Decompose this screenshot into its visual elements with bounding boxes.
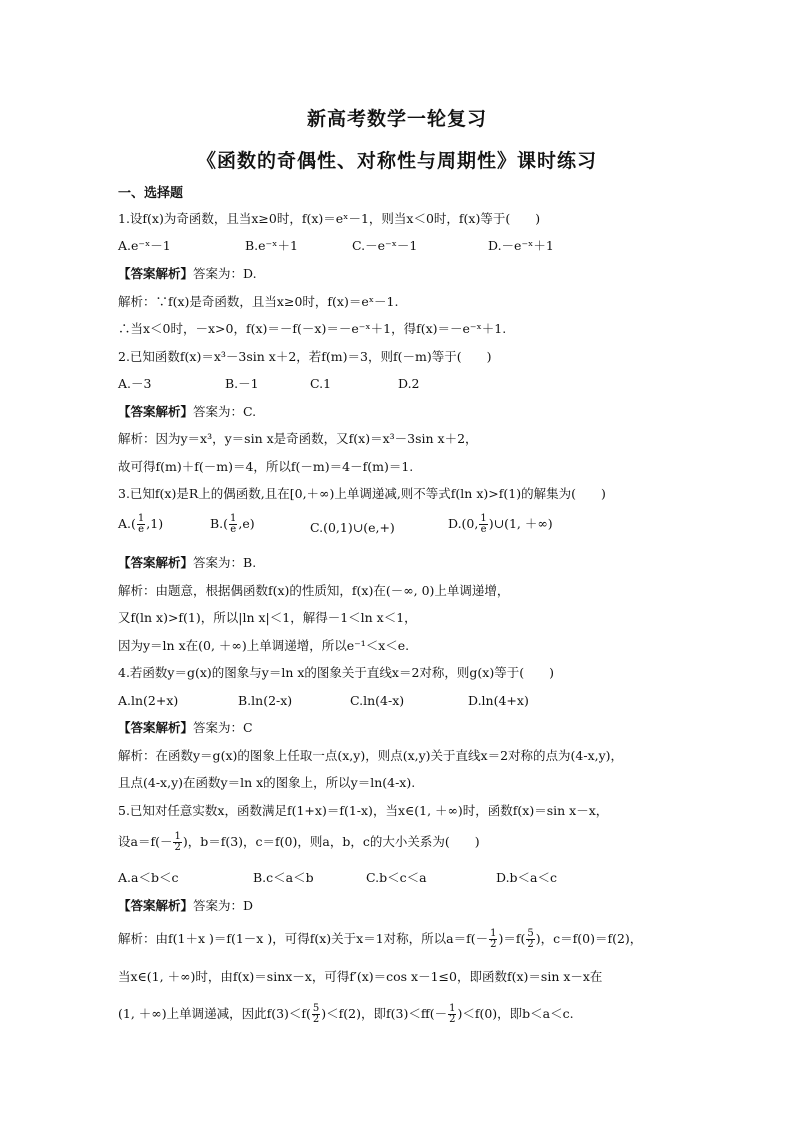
- q1-answer: 【答案解析】答案为：D.: [118, 266, 257, 281]
- q2-option-b: B.－1: [225, 376, 259, 391]
- q4-option-a: A.ln(2+x): [118, 693, 179, 708]
- q5-answer: 【答案解析】答案为：D: [118, 898, 254, 913]
- q5-stem-1: 5.已知对任意实数x，函数满足f(1+x)＝f(1-x)，当x∈(1, ＋∞)时，函数f(x)＝sin x－x，: [118, 803, 609, 818]
- q3-explain-3: 因为y＝ln x在(0, ＋∞)上单调递增，所以e⁻¹＜x＜e.: [118, 638, 410, 653]
- q3-option-d: D.(0, $\frac{1}{e}$ )∪(1, ＋∞): [448, 513, 553, 535]
- q4-option-b: B.ln(2-x): [238, 693, 293, 708]
- q5-option-a: A.a＜b＜c: [118, 870, 179, 885]
- q2-answer: 【答案解析】答案为：C.: [118, 404, 257, 419]
- q1-option-c: C.－e⁻ˣ－1: [352, 238, 418, 253]
- q4-option-c: C.ln(4-x): [350, 693, 405, 708]
- q4-option-d: D.ln(4+x): [468, 693, 529, 708]
- q5-option-d: D.b＜a＜c: [496, 870, 558, 885]
- q3-option-b: B.( $\frac{1}{e}$ ,e): [210, 513, 255, 535]
- q1-option-d: D.－e⁻ˣ＋1: [488, 238, 554, 253]
- q5-explain-3: (1, ＋∞)上单调递减，因此f(3)＜f( $\frac{5}{2}$ )＜f(2)，即f(3)＜ff(－ $\frac{1}{2}$ )＜f(0)，即b＜a＜c.: [118, 1003, 574, 1025]
- q3-option-a: A.( $\frac{1}{e}$ ,1): [118, 513, 164, 535]
- doc-subtitle: 《函数的奇偶性、对称性与周期性》课时练习: [196, 150, 597, 172]
- answer-label: 【答案解析】: [118, 266, 194, 281]
- q1-option-b: B.e⁻ˣ＋1: [245, 238, 298, 253]
- q5-explain-2: 当x∈(1, ＋∞)时，由f(x)＝sinx－x，可得f′(x)＝cos x－1≤0，即函数f(x)＝sin x－x在: [118, 969, 603, 984]
- q5-option-c: C.b＜c＜a: [366, 870, 427, 885]
- q1-explain-1: 解析：∵f(x)是奇函数，且当x≥0时，f(x)＝eˣ－1.: [118, 294, 399, 309]
- q2-option-a: A.－3: [118, 376, 152, 391]
- fraction: $\frac{1}{e}$: [480, 513, 487, 535]
- q4-explain-1: 解析：在函数y＝g(x)的图象上任取一点(x,y)，则点(x,y)关于直线x＝2对称的点为(4-x,y)，: [118, 748, 624, 763]
- q5-stem-2: 设a＝f(－ $\frac{1}{2}$ )，b＝f(3)，c＝f(0)，则a，b，c的大小关系为( ): [118, 831, 480, 853]
- q4-stem: 4.若函数y＝g(x)的图象与y＝ln x的图象关于直线x＝2对称，则g(x)等于( ): [118, 665, 554, 680]
- doc-title: 新高考数学一轮复习: [306, 108, 487, 130]
- fraction: $\frac{1}{e}$: [230, 513, 237, 535]
- q1-option-a: A.e⁻ˣ－1: [118, 238, 171, 253]
- q2-explain-2: 故可得f(m)＋f(－m)＝4，所以f(－m)＝4－f(m)＝1.: [118, 459, 414, 474]
- q4-answer: 【答案解析】答案为：C: [118, 720, 253, 735]
- fraction: $\frac{5}{2}$: [312, 1003, 320, 1025]
- q4-explain-2: 且点(4-x,y)在函数y＝ln x的图象上，所以y＝ln(4-x).: [118, 775, 416, 790]
- fraction: $\frac{1}{2}$: [490, 928, 497, 950]
- q3-option-c: C.(0,1)∪(e,+): [310, 520, 395, 535]
- q3-answer: 【答案解析】答案为：B.: [118, 555, 257, 570]
- q3-explain-1: 解析：由题意，根据偶函数f(x)的性质知，f(x)在(－∞, 0)上单调递增，: [118, 583, 510, 598]
- section-heading: 一、选择题: [118, 186, 184, 201]
- fraction: $\frac{5}{2}$: [527, 928, 534, 950]
- fraction: $\frac{1}{e}$: [137, 513, 145, 535]
- fraction: $\frac{1}{2}$: [449, 1003, 456, 1025]
- q2-option-d: D.2: [398, 376, 420, 391]
- q2-stem: 2.已知函数f(x)＝x³－3sin x＋2，若f(m)＝3，则f(－m)等于( ): [118, 349, 492, 364]
- q3-stem: 3.已知f(x)是R上的偶函数,且在[0,＋∞)上单调递减,则不等式f(ln x)>f(1)的解集为( ): [118, 486, 606, 501]
- q3-explain-2: 又f(ln x)>f(1)，所以|ln x|＜1，解得－1＜ln x＜1，: [118, 610, 417, 625]
- q1-stem: 1.设f(x)为奇函数，且当x≥0时，f(x)＝eˣ－1，则当x＜0时，f(x)等于( ): [118, 211, 541, 226]
- q1-explain-2: ∴当x＜0时，－x>0，f(x)＝－f(－x)＝－e⁻ˣ＋1，得f(x)＝－e⁻ˣ＋1.: [118, 321, 507, 336]
- q2-option-c: C.1: [310, 376, 332, 391]
- fraction: $\frac{1}{2}$: [174, 831, 181, 853]
- q2-explain-1: 解析：因为y＝x³，y＝sin x是奇函数，又f(x)＝x³－3sin x＋2，: [118, 431, 478, 446]
- q5-explain-1: 解析：由f(1＋x )＝f(1－x )，可得f(x)关于x＝1对称，所以a＝f(－ $\frac{1}{2}$ )＝f( $\frac{5}{2}$ )，c＝f(0)＝f(2)，: [118, 928, 643, 950]
- q5-option-b: B.c＜a＜b: [253, 870, 314, 885]
